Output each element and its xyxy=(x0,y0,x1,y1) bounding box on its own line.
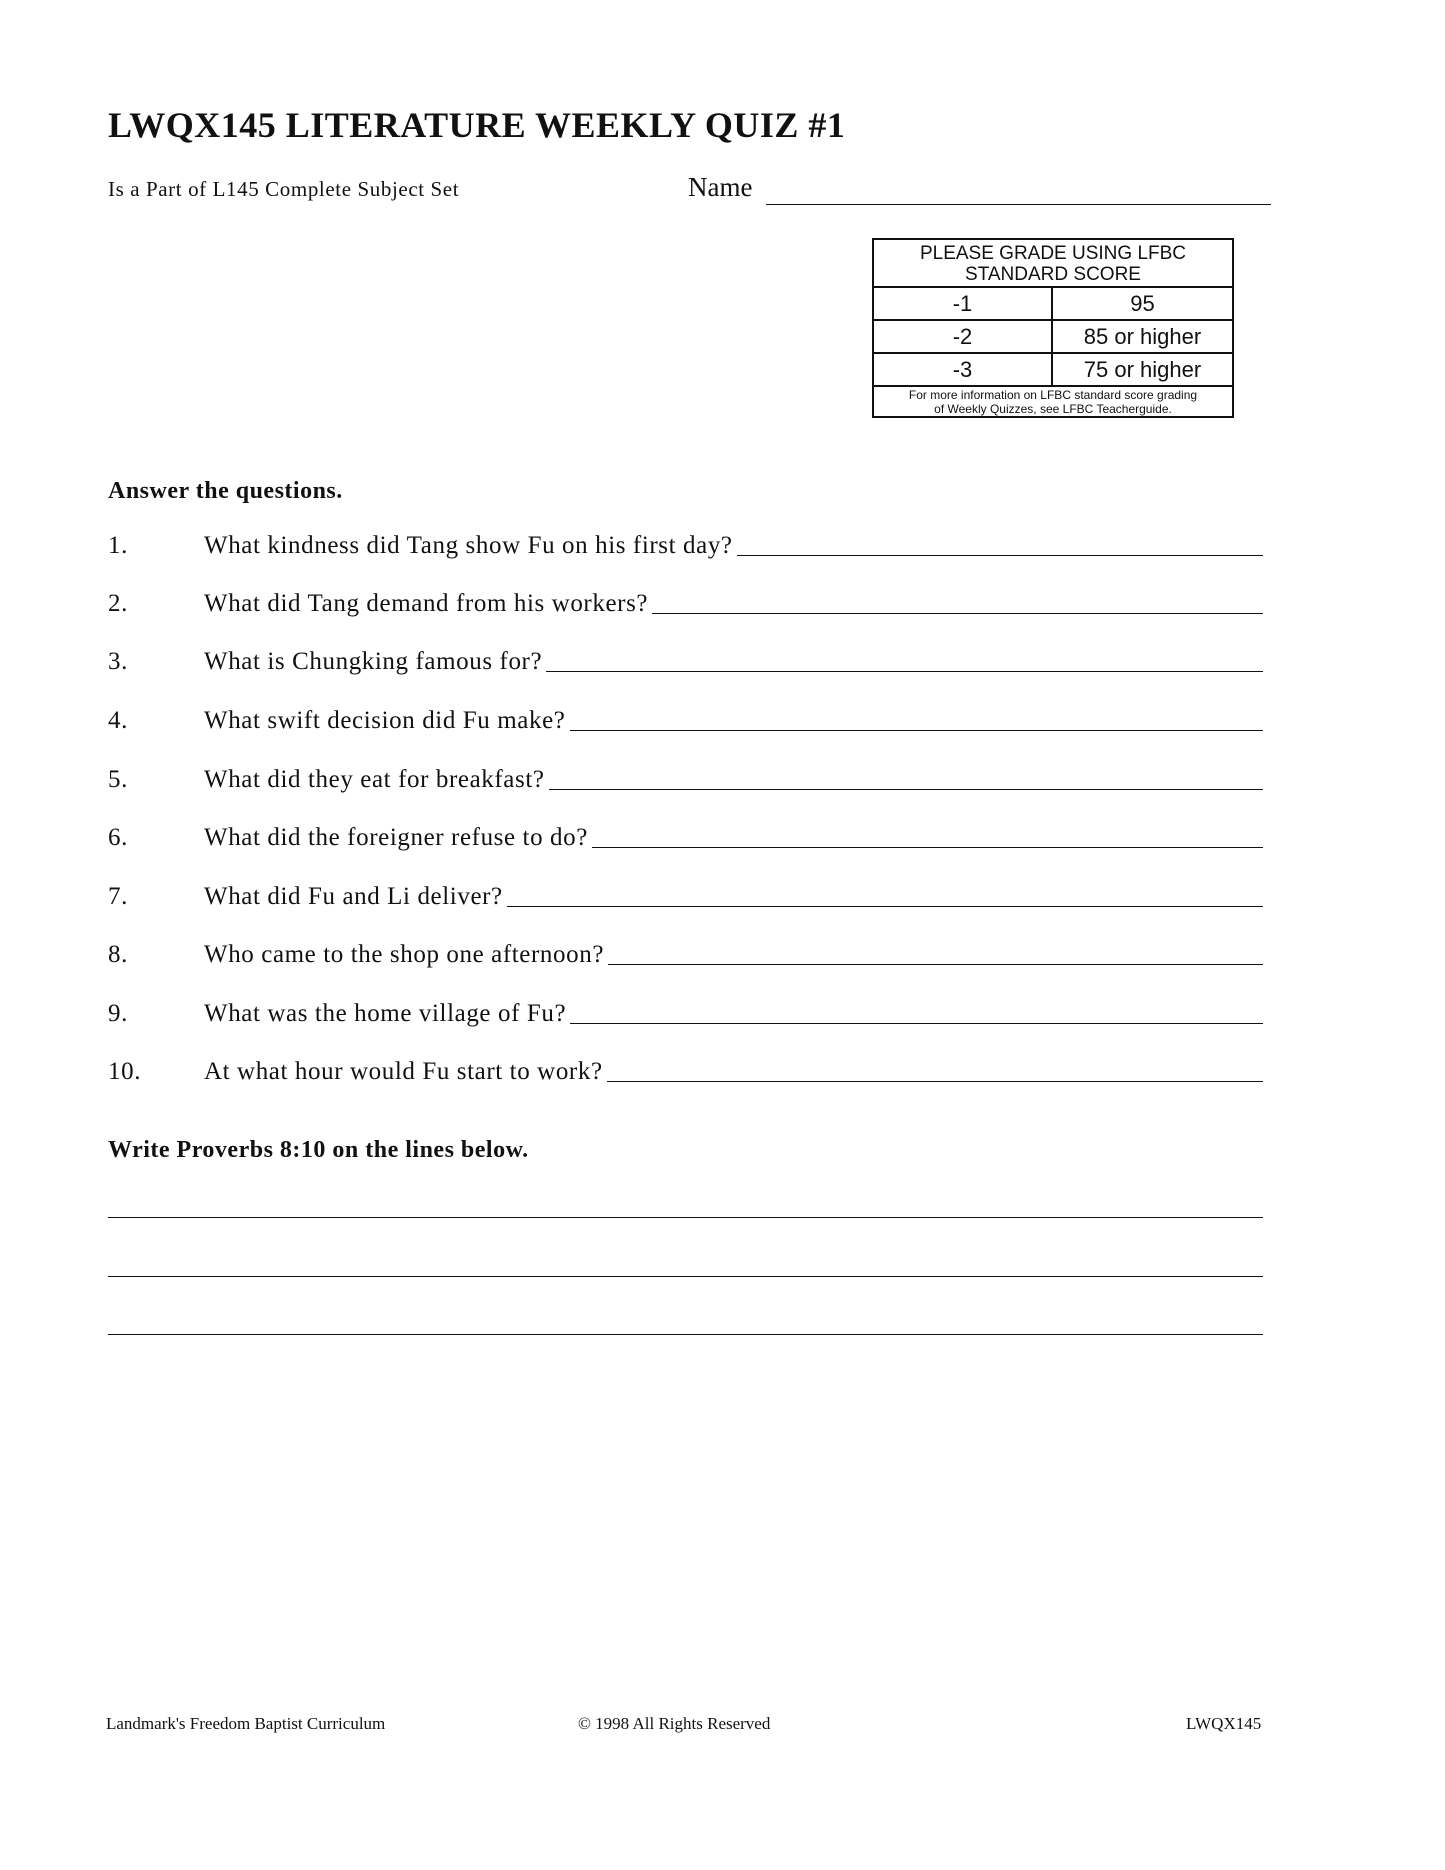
footer-publisher: Landmark's Freedom Baptist Curriculum xyxy=(106,1714,386,1733)
grading-score: 75 or higher xyxy=(1083,357,1202,382)
proverbs-heading: Write Proverbs 8:10 on the lines below. xyxy=(108,1137,529,1163)
question-text: What was the home village of Fu? xyxy=(204,1000,567,1027)
question-text: What did they eat for breakfast? xyxy=(204,766,545,793)
answer-line[interactable] xyxy=(507,906,1263,907)
grading-row xyxy=(874,354,1232,387)
grading-note xyxy=(874,387,1232,416)
grading-missed: -3 xyxy=(874,354,1053,385)
question-number: 5. xyxy=(108,766,128,793)
question-item xyxy=(108,994,1263,1028)
question-item xyxy=(108,642,1263,676)
answer-line[interactable] xyxy=(570,730,1264,731)
question-item xyxy=(108,935,1263,969)
grading-table-heading xyxy=(874,240,1232,288)
question-number: 10. xyxy=(108,1058,142,1085)
question-text: What swift decision did Fu make? xyxy=(204,707,566,734)
footer-code: LWQX145 xyxy=(1186,1714,1262,1733)
answer-line[interactable] xyxy=(652,613,1263,614)
question-text: What is Chungking famous for? xyxy=(204,648,543,675)
grading-note-line1: For more information on LFBC standard score grading xyxy=(908,388,1198,402)
answer-line[interactable] xyxy=(608,964,1263,965)
writing-line[interactable] xyxy=(108,1217,1263,1218)
page-title: LWQX145 LITERATURE WEEKLY QUIZ #1 xyxy=(108,105,846,145)
question-number: 1. xyxy=(108,532,128,559)
question-text: What did Fu and Li deliver? xyxy=(204,883,503,910)
question-text: What did Tang demand from his workers? xyxy=(204,590,649,617)
grading-table xyxy=(872,238,1234,418)
grading-note-line2: of Weekly Quizzes, see LFBC Teacherguide. xyxy=(934,402,1172,416)
grading-row xyxy=(874,288,1232,321)
answer-line[interactable] xyxy=(549,789,1263,790)
grading-missed: -2 xyxy=(874,321,1053,352)
answer-line[interactable] xyxy=(737,555,1263,556)
subject-set-subtitle: Is a Part of L145 Complete Subject Set xyxy=(108,177,460,201)
question-item xyxy=(108,526,1263,560)
question-number: 6. xyxy=(108,824,128,851)
question-number: 4. xyxy=(108,707,128,734)
writing-line[interactable] xyxy=(108,1334,1263,1335)
writing-line[interactable] xyxy=(108,1276,1263,1277)
grading-row xyxy=(874,321,1232,354)
question-number: 3. xyxy=(108,648,128,675)
question-item xyxy=(108,818,1263,852)
answer-line[interactable] xyxy=(607,1081,1263,1082)
question-text: What did the foreigner refuse to do? xyxy=(204,824,588,851)
question-number: 2. xyxy=(108,590,128,617)
question-number: 9. xyxy=(108,1000,128,1027)
footer-copyright: © 1998 All Rights Reserved xyxy=(578,1714,771,1733)
grading-heading-line1: PLEASE GRADE USING LFBC xyxy=(919,243,1187,264)
grading-score: 95 xyxy=(1130,291,1155,316)
question-number: 8. xyxy=(108,941,128,968)
grading-heading-line2: STANDARD SCORE xyxy=(965,264,1141,285)
question-text: At what hour would Fu start to work? xyxy=(204,1058,603,1085)
question-item xyxy=(108,701,1263,735)
question-text: What kindness did Tang show Fu on his first day? xyxy=(204,532,733,559)
question-item xyxy=(108,877,1263,911)
question-item xyxy=(108,584,1263,618)
name-label: Name xyxy=(688,172,753,202)
answer-line[interactable] xyxy=(570,1023,1263,1024)
questions-heading: Answer the questions. xyxy=(108,478,343,504)
question-number: 7. xyxy=(108,883,128,910)
answer-line[interactable] xyxy=(546,671,1263,672)
answer-line[interactable] xyxy=(592,847,1263,848)
question-item xyxy=(108,760,1263,794)
question-item xyxy=(108,1052,1263,1086)
grading-missed: -1 xyxy=(874,288,1053,319)
question-text: Who came to the shop one afternoon? xyxy=(204,941,605,968)
grading-score: 85 or higher xyxy=(1083,324,1202,349)
name-field-line[interactable] xyxy=(766,204,1271,205)
